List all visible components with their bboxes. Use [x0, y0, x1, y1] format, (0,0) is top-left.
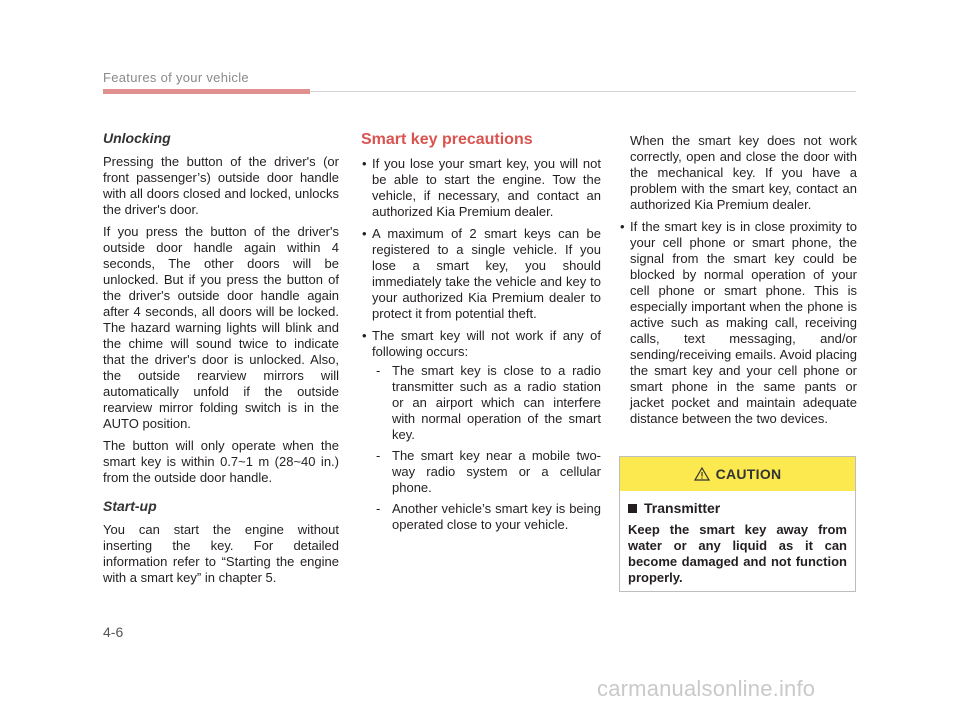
- unlocking-heading: Unlocking: [103, 130, 171, 146]
- precautions-list: [361, 156, 601, 533]
- list-item: • The smart key will not work if any of following occurs: - The smart key is close to a radio transmitter such as a radio station or an airport which can interfere with normal operation of the smart key. - The smart key near a mobile two-way radio system or a cellular phone. - Another vehicle’s smart key is being operated close to your vehicle.: [362, 328, 601, 532]
- unlocking-paragraph-3: The button will only operate when the smart key is within 0.7~1 m (28~40 in.) from the outside door handle.: [103, 438, 339, 485]
- list-item: • If you lose your smart key, you will not be able to start the engine. Tow the vehicle, if necessary, and contact an authorized Kia Premium dealer.: [362, 156, 601, 219]
- header-accent-bar: [103, 89, 310, 94]
- watermark: carmanualsonline.info: [597, 676, 816, 701]
- column-middle: [361, 130, 601, 539]
- sub-list-item: - The smart key is close to a radio transmitter such as a radio station or an airport which can interfere with normal operation of the smart key.: [376, 363, 601, 442]
- precautions-continuation: When the smart key does not work correctly, open and close the door with the mechanical key. If you have a problem with the smart key, contact an authorized Kia Premium dealer.: [630, 133, 857, 212]
- caution-box: [619, 456, 856, 592]
- caution-text: Keep the smart key away from water or any liquid as it can become damaged and not function properly.: [628, 522, 847, 585]
- list-item: • If the smart key is in close proximity to your cell phone or smart phone, the signal from the smart key could be blocked by normal operation of your cell phone or smart phone. This is especially important when the phone is active such as making call, receiving calls, text messaging, and/or sending/receiving emails. Avoid placing the smart key and your cell phone or smart phone in the same pants or jacket pocket and maintain adequate distance between the two devices.: [620, 219, 857, 426]
- precautions-list-continued: [619, 219, 857, 427]
- header-title: Features of your vehicle: [103, 70, 249, 85]
- list-item: • A maximum of 2 smart keys can be registered to a single vehicle. If you lose a smart key, you should immediately take the vehicle and key to your authorized Kia Premium dealer to protect it from potential theft.: [362, 226, 601, 321]
- sub-list-item: - The smart key near a mobile two-way radio system or a cellular phone.: [376, 448, 601, 495]
- square-bullet-icon: [628, 504, 637, 513]
- column-left: [103, 130, 339, 592]
- unlocking-paragraph-2: If you press the button of the driver's outside door handle again within 4 seconds, The other doors will be unlocked. But if you press the button of the driver's outside door handle again after 4 seconds, all doors will be locked. The hazard warning lights will blink and the chime will sound twice to indicate that the driver's door is unlocked. Also, the outside rearview mirrors will automatically unfold if the outside rearview mirror folding switch is in the AUTO position.: [103, 224, 339, 431]
- caution-title: Transmitter: [628, 500, 855, 516]
- startup-paragraph: You can start the engine without inserting the key. For detailed information refer to “Starting the engine with a smart key” in chapter 5.: [103, 522, 339, 585]
- precautions-heading: Smart key precautions: [361, 131, 533, 148]
- unlocking-paragraph-1: Pressing the button of the driver's (or front passenger’s) outside door handle with all doors closed and locked, unlocks the driver's door.: [103, 154, 339, 217]
- caution-label: CAUTION: [715, 466, 782, 482]
- page-number: 4-6: [103, 624, 124, 640]
- warning-triangle-icon: [694, 467, 710, 481]
- startup-heading: Start-up: [103, 498, 157, 514]
- column-right: [619, 133, 857, 433]
- sub-list: [372, 363, 601, 533]
- caution-header: [620, 457, 855, 491]
- header-rule: [310, 91, 856, 92]
- sub-list-item: - Another vehicle’s smart key is being operated close to your vehicle.: [376, 501, 601, 532]
